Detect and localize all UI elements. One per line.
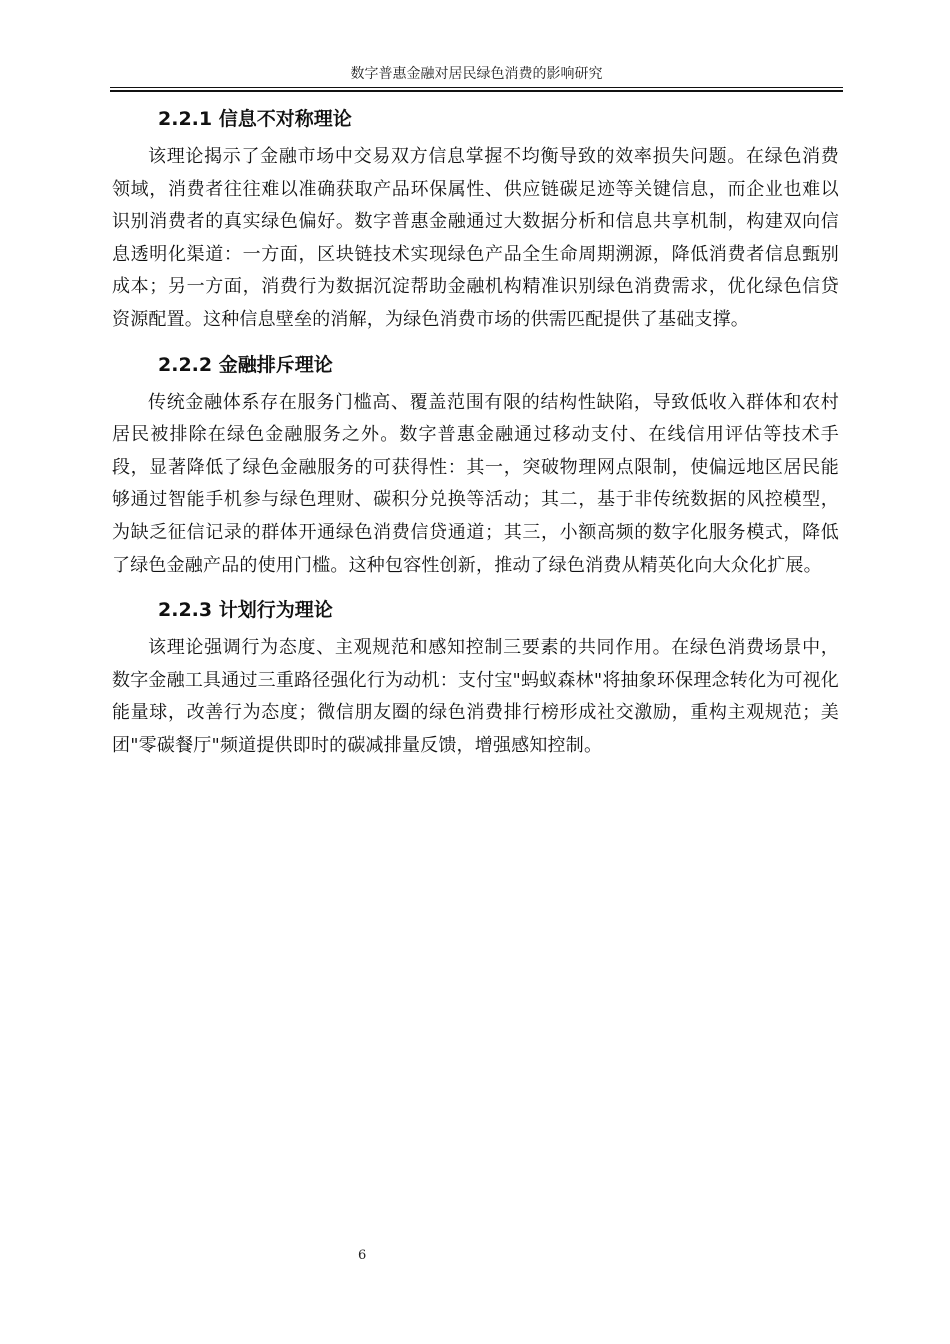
section-paragraph: 该理论强调行为态度、主观规范和感知控制三要素的共同作用。在绿色消费场景中，数字金融工具通过三重路径强化行为动机：支付宝"蚂蚁森林"将抽象环保理念转化为可视化能量球，改善行为态度；微信朋友圈的绿色消费排行榜形成社交激励，重构主观规范；美团"零碳餐厅"频道提供即时的碳减排量反馈，增强感知控制。 — [112, 637, 839, 756]
section-heading: 2.2.3 计划行为理论 — [158, 599, 333, 622]
section-heading: 2.2.2 金融排斥理论 — [158, 353, 333, 376]
section-heading: 2.2.1 信息不对称理论 — [158, 108, 352, 130]
section-2-2-2 — [112, 353, 839, 583]
section-2-2-3 — [112, 598, 839, 762]
section-paragraph: 传统金融体系存在服务门槛高、覆盖范围有限的结构性缺陷，导致低收入群体和农村居民被排除在绿色金融服务之外。数字普惠金融通过移动支付、在线信用评估等技术手段，显著降低了绿色金融服务的可获得性：其一，突破物理网点限制，使偏远地区居民能够通过智能手机参与绿色理财、碳积分兑换等活动；其二，基于非传统数据的风控模型，为缺乏征信记录的群体开通绿色消费信贷通道；其三，小额高频的数字化服务模式，降低了绿色金融产品的使用门槛。这种包容性创新，推动了绿色消费从精英化向大众化扩展。 — [112, 391, 839, 576]
running-header: 数字普惠金融对居民绿色消费的影响研究 — [350, 66, 603, 82]
header-rule-thin — [110, 87, 843, 88]
header-rule-thick — [110, 90, 843, 92]
section-2-2-1 — [112, 107, 839, 337]
page-content — [112, 101, 839, 763]
page-number: 6 — [358, 1248, 367, 1263]
section-paragraph: 该理论揭示了金融市场中交易双方信息掌握不均衡导致的效率损失问题。在绿色消费领域，消费者往往难以准确获取产品环保属性、供应链碳足迹等关键信息，而企业也难以识别消费者的真实绿色偏好。数字普惠金融通过大数据分析和信息共享机制，构建双向信息透明化渠道：一方面，区块链技术实现绿色产品全生命周期溯源，降低消费者信息甄别成本；另一方面，消费行为数据沉淀帮助金融机构精准识别绿色消费需求，优化绿色信贷资源配置。这种信息壁垒的消解，为绿色消费市场的供需匹配提供了基础支撑。 — [112, 146, 839, 330]
